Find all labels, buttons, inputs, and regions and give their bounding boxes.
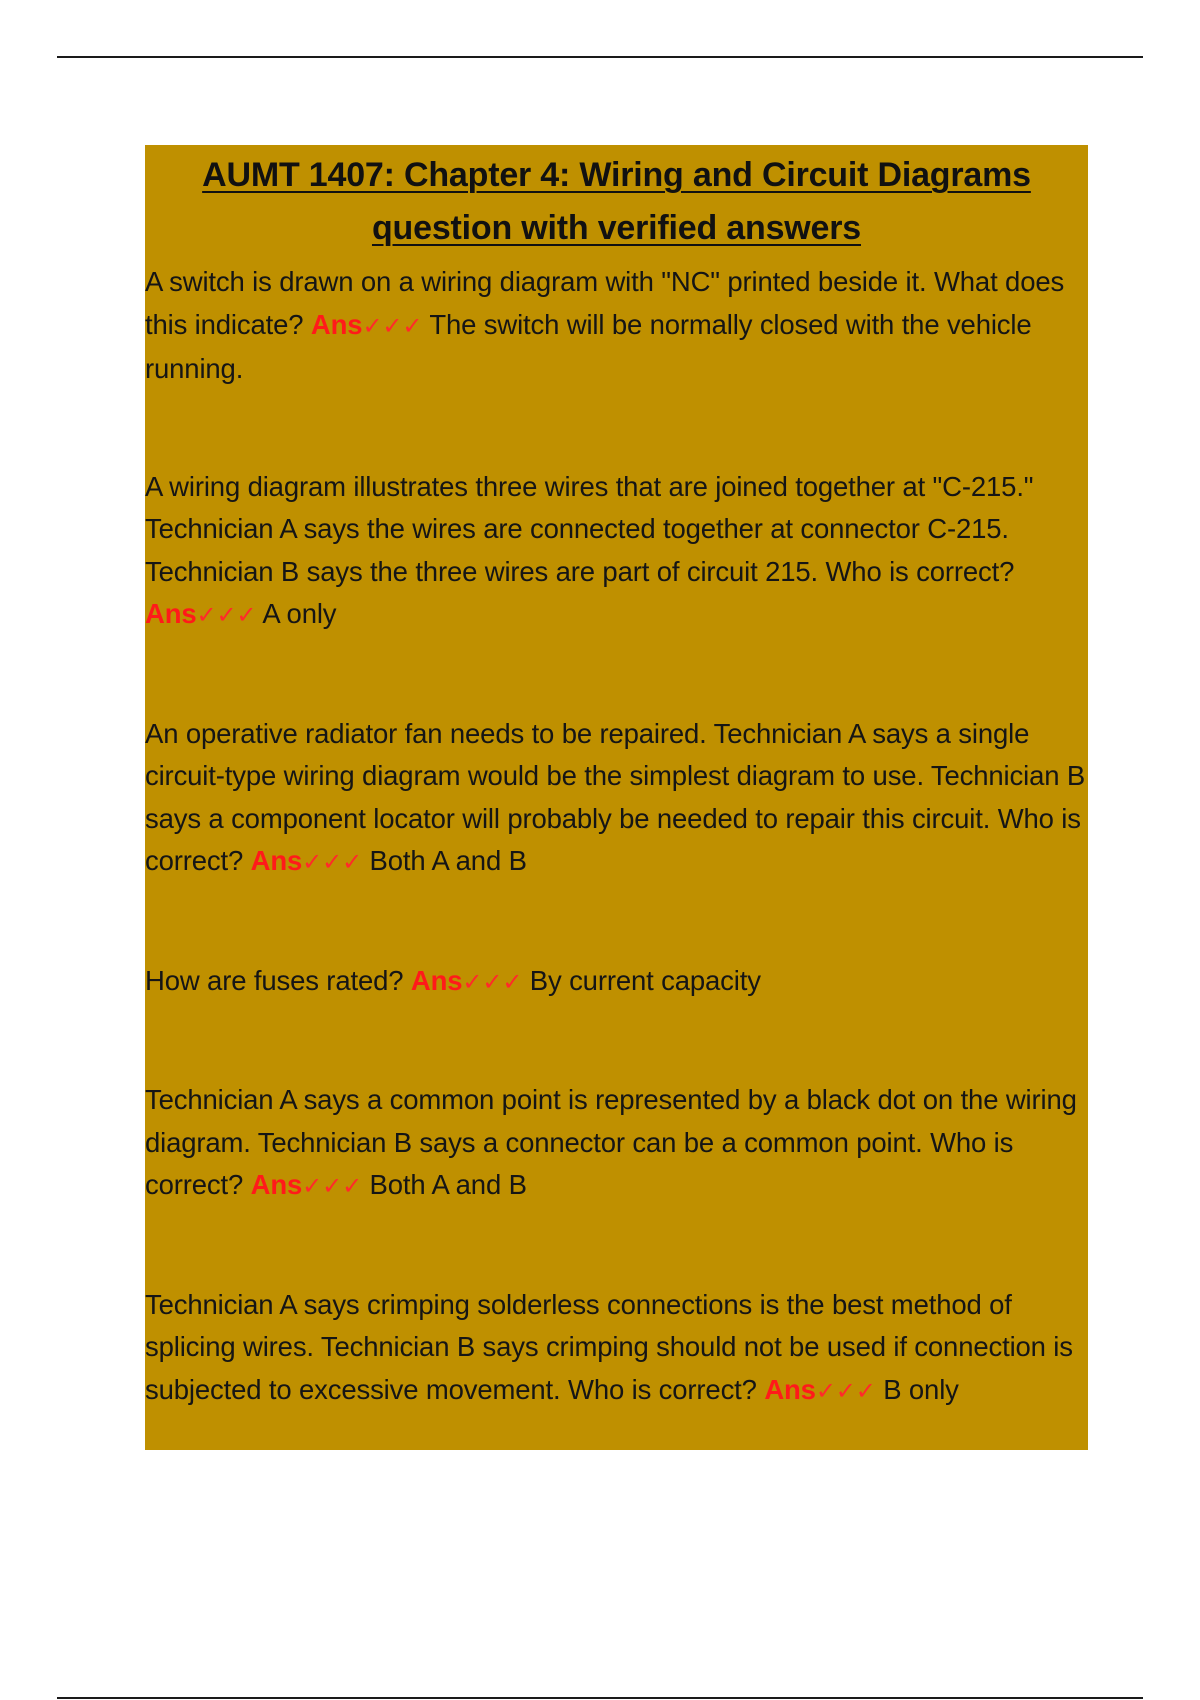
question-text: An operative radiator fan needs to be repaired. Technician A says a single circuit-type wiring diagram would be the simplest diagram to use. Technician B says a component locator will probably be needed to repair this circuit. Who is correct? [145,717,1086,876]
title-line-1: AUMT 1407: Chapter 4: Wiring and Circuit Diagrams [202,156,1031,194]
answer-text: A only [262,598,337,629]
question-text: Technician A says a common point is represented by a black dot on the wiring diagram. Technician B says a connector can be a common point. Who is correct? [145,1084,1077,1200]
checkmark-icon: ✓✓✓ [362,312,423,340]
qa-content-box [145,145,1088,1450]
answer-text: Both A and B [369,1169,527,1200]
bottom-rule [57,1697,1143,1699]
checkmark-icon: ✓✓✓ [462,968,523,996]
checkmark-icon: ✓✓✓ [302,1173,363,1200]
answer-text: Both A and B [369,845,527,876]
qa-item-1 [145,261,1088,391]
answer-label: Ans [250,845,303,876]
answer-label: Ans [250,1169,303,1200]
answer-label: Ans [410,964,463,996]
qa-item-4 [145,960,1088,1005]
checkmark-icon: ✓✓✓ [196,602,257,629]
answer-text: B only [883,1373,959,1405]
answer-text: The switch will be normally closed with the vehicle running. [145,308,1032,384]
qa-item-6 [145,1284,1088,1414]
question-text: How are fuses rated? [145,964,404,996]
question-text: A wiring diagram illustrates three wires that are joined together at "C-215." Technician A says the wires are connected together at connector C-215. Technician B says the three wires are part of circuit 215. Who is correct? [145,470,1034,587]
qa-item-2 [145,466,1088,638]
checkmark-icon: ✓✓✓ [302,849,363,876]
answer-label: Ans [310,308,363,340]
top-rule [57,56,1143,58]
answer-label: Ans [764,1373,816,1405]
document-title [145,145,1088,255]
qa-item-5 [145,1079,1088,1209]
qa-item-3 [145,713,1088,885]
answer-label: Ans [145,598,197,629]
title-line-2: question with verified answers [371,209,861,247]
qa-list [145,261,1088,1413]
answer-text: By current capacity [529,964,761,996]
question-text: Technician A says crimping solderless connections is the best method of splicing wires. Technician B says crimping should not be used if connection is subjected to excessive movement. Who is correct? [145,1288,1073,1405]
question-text: A switch is drawn on a wiring diagram with "NC" printed beside it. What does this indicate? [145,266,1065,340]
checkmark-icon: ✓✓✓ [815,1377,876,1405]
